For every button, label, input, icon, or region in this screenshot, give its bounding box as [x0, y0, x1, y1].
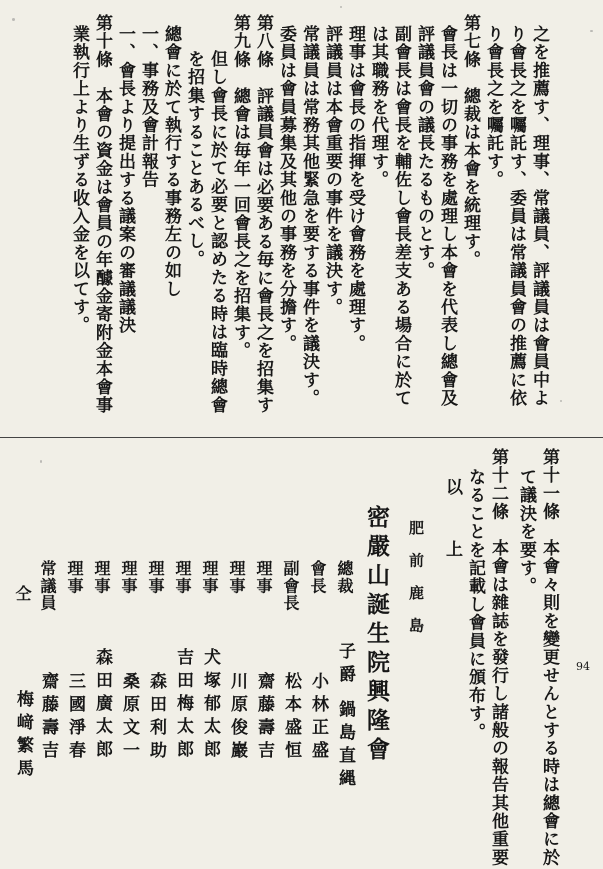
- upper-line: 理事は會長の指揮を受け會務を處理す。: [345, 25, 365, 353]
- officer-name: 犬塚郁太郎: [200, 648, 220, 763]
- officer-title: 會長: [308, 560, 327, 595]
- article-10: 第十條 本會の資金は會員の年醵金寄附金本會事: [92, 14, 112, 415]
- article-7: 第七條 總裁は本會を統理す。: [460, 14, 480, 269]
- officer-name: 齋藤壽吉: [254, 672, 274, 764]
- page-number: 94: [576, 660, 590, 673]
- upper-line: 但し會長に於て必要と認めたる時は臨時總會: [207, 50, 227, 414]
- upper-line: 評議員は本會重要の事件を議決す。: [322, 25, 342, 317]
- place-name: 肥 前 鹿 島: [407, 520, 425, 634]
- officer-name: 吉田梅太郎: [173, 648, 193, 763]
- upper-line: 一、會長より提出する議案の審議議決: [115, 25, 135, 335]
- article-8: 第八條 評議員會は必要ある毎に會長之を招集す: [253, 14, 273, 415]
- upper-line: 一、事務及會計報告: [138, 25, 158, 189]
- article-11: 第十一條 本會々則を變更せんとする時は總會に於: [539, 448, 559, 867]
- closing-mark: 以 上: [442, 478, 462, 571]
- officer-name: 梅﨑繁馬: [13, 690, 33, 782]
- officer-name: 小林正盛: [308, 672, 328, 764]
- upper-line: 業執行上より生ずる收入金を以てす。: [69, 25, 89, 335]
- officer-name: 桑原文一: [119, 672, 139, 764]
- upper-line: 常議員は常務其他緊急を要する事件を議決す。: [299, 25, 319, 408]
- upper-line: 之を推薦す、理事、常議員、評議員は會員中よ: [529, 25, 549, 408]
- officer-title: 總裁: [335, 560, 354, 595]
- officer-name: 森田利助: [146, 672, 166, 764]
- officer-title: 理事: [119, 560, 138, 595]
- upper-line: 總會に於て執行する事務左の如し: [161, 25, 181, 298]
- officer-name: 子爵 鍋島直縄: [335, 642, 355, 792]
- paper-speck: [590, 30, 593, 32]
- article-12: 第十二條 本會は雜誌を發行し諸般の報告其他重要: [488, 448, 508, 867]
- paper-speck: [560, 400, 562, 402]
- upper-line: は其職務を代理す。: [368, 25, 388, 189]
- officer-title: 理事: [146, 560, 165, 595]
- article-9: 第九條 總會は毎年一回會長之を招集す。: [230, 14, 250, 360]
- officer-title: 副會長: [281, 560, 300, 612]
- officer-name: 川原俊巖: [227, 672, 247, 764]
- officer-title: 理事: [173, 560, 192, 595]
- officer-name: 三國淨春: [65, 672, 85, 764]
- officer-name: 齋藤壽吉: [38, 672, 58, 764]
- officer-title: 仝: [13, 585, 32, 603]
- section-divider: [0, 437, 603, 438]
- upper-line: 會長は一切の事務を處理し本會を代表し總會及: [437, 25, 457, 408]
- lower-line: て議決を要す。: [516, 468, 536, 596]
- paper-speck: [12, 18, 15, 21]
- officer-name: 松本盛恒: [281, 672, 301, 764]
- lower-line: なることを記載し會員に頒布す。: [465, 468, 485, 741]
- org-name: 密嚴山誕生院興隆會: [363, 505, 390, 766]
- upper-line: 副會長は會長を輔佐し會長差支ある場合に於て: [391, 25, 411, 408]
- paper-speck: [340, 6, 342, 8]
- officer-title: 理事: [227, 560, 246, 595]
- upper-line: り會長之を囑託す。: [483, 25, 503, 189]
- officer-title: 理事: [200, 560, 219, 595]
- paper-speck: [40, 460, 42, 463]
- upper-line: り會長之を囑託す、委員は常議員會の推薦に依: [506, 25, 526, 408]
- upper-line: を招集することあるべし。: [184, 50, 204, 269]
- officer-title: 理事: [254, 560, 273, 595]
- officer-title: 理事: [92, 560, 111, 595]
- upper-line: 委員は會員募集及其他の事務を分擔す。: [276, 25, 296, 353]
- officer-name: 森田廣太郎: [92, 648, 112, 763]
- officer-title: 常議員: [38, 560, 57, 612]
- officer-title: 理事: [65, 560, 84, 595]
- upper-line: 評議員會の議長たるものとす。: [414, 25, 434, 280]
